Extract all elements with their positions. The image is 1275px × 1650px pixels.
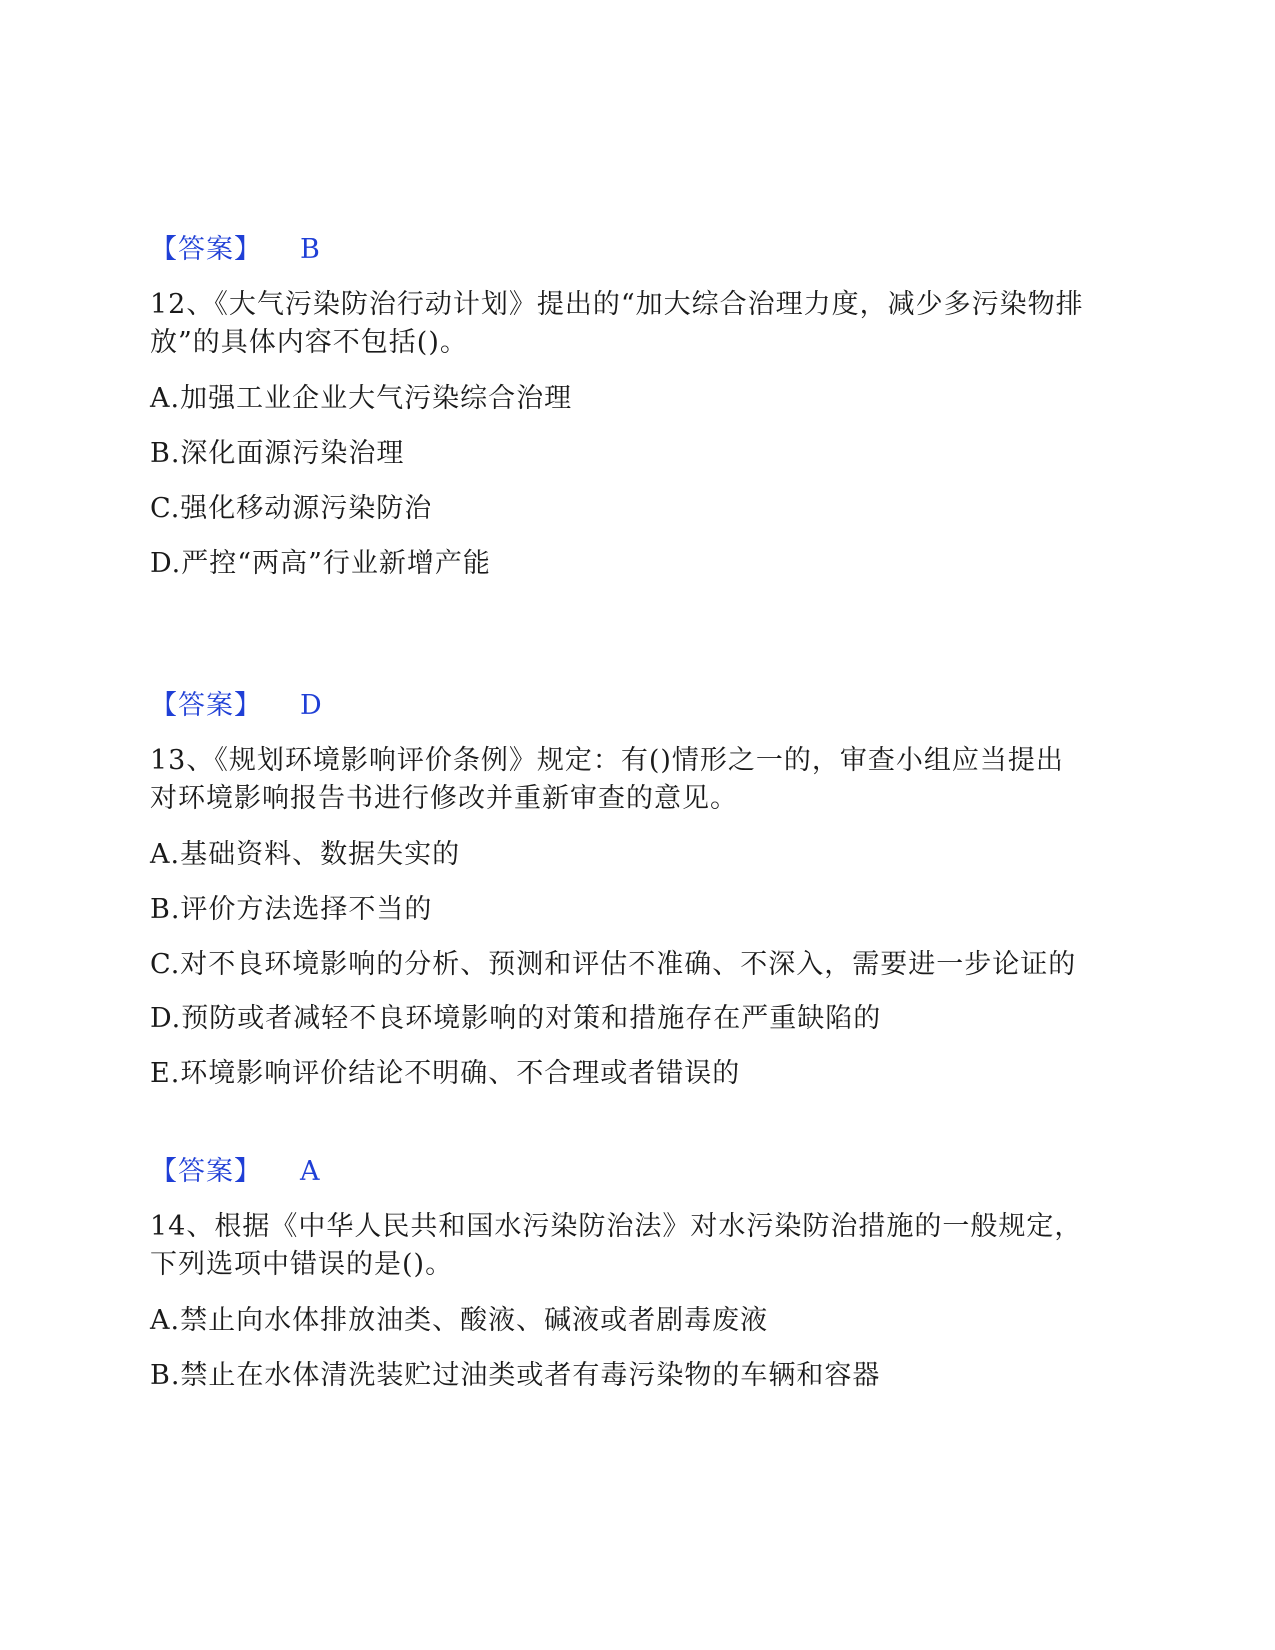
answer-label: 【答案】: [150, 690, 262, 721]
question-12-option-a: A.加强工业企业大气污染综合治理: [150, 383, 573, 414]
answer-line: [150, 230, 321, 270]
answer-label: 【答案】: [150, 234, 262, 265]
question-13-option-c: C.对不良环境影响的分析、预测和评估不准确、不深入，需要进一步论证的: [150, 949, 1077, 980]
question-13-option-b: B.评价方法选择不当的: [150, 894, 433, 925]
question-14-option-b: B.禁止在水体清洗装贮过油类或者有毒污染物的车辆和容器: [150, 1360, 881, 1391]
question-12-option-c: C.强化移动源污染防治: [150, 493, 433, 524]
question-14-line-1: 14、根据《中华人民共和国水污染防治法》对水污染防治措施的一般规定，: [150, 1211, 1083, 1242]
question-12-line-2: 放”的具体内容不包括()。: [150, 327, 468, 358]
question-13-option-a: A.基础资料、数据失实的: [150, 839, 461, 870]
question-13-line-2: 对环境影响报告书进行修改并重新审查的意见。: [150, 783, 738, 814]
question-12-line-1: 12、《大气污染防治行动计划》提出的“加大综合治理力度，减少多污染物排: [150, 289, 1084, 320]
question-14-line-2: 下列选项中错误的是()。: [150, 1249, 454, 1280]
question-13-option-d: D.预防或者减轻不良环境影响的对策和措施存在严重缺陷的: [150, 1003, 882, 1034]
question-12-option-b: B.深化面源污染治理: [150, 438, 405, 469]
answer-line: [150, 1152, 321, 1192]
question-13-option-e: E.环境影响评价结论不明确、不合理或者错误的: [150, 1058, 741, 1089]
question-14-option-a: A.禁止向水体排放油类、酸液、碱液或者剧毒废液: [150, 1305, 769, 1336]
answer-label: 【答案】: [150, 1156, 262, 1187]
question-12-option-d: D.严控“两高”行业新增产能: [150, 548, 491, 579]
answer-value: D: [300, 690, 323, 721]
answer-value: A: [300, 1156, 321, 1187]
answer-value: B: [300, 234, 321, 265]
question-13-line-1: 13、《规划环境影响评价条例》规定：有()情形之一的，审查小组应当提出: [150, 745, 1064, 776]
answer-line: [150, 686, 323, 726]
